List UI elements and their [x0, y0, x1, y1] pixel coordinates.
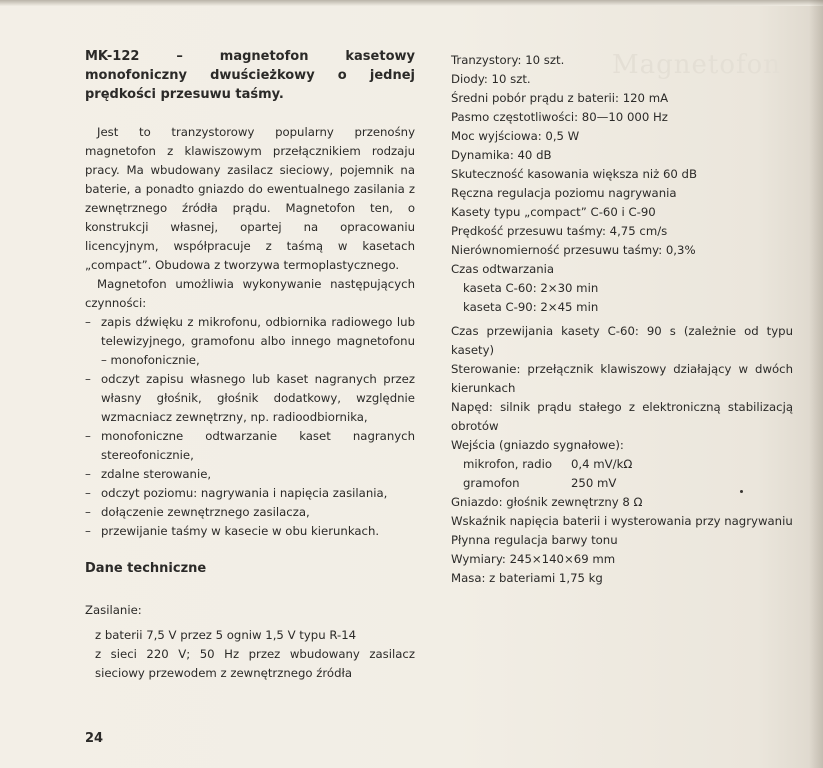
spec-line: Diody: 10 szt.	[451, 72, 531, 86]
intro-paragraph: Jest to tranzystorowy popularny przenośny magnetofon z klawiszowym przełącznikiem rodzaju pracy. Ma wbudowany zasilacz sieciowy, pojemnik na baterie, a ponadto gniazdo do ewentualnego zasilania z zewnętrznego źródła prądu. Magnetofon ten, o konstrukcji własnej, opartej na opracowaniu licencyjnym, współpracuje z taśmą w kasetach „compact”. Obudowa z tworzywa termoplastycznego.	[85, 125, 415, 272]
list-item-text: dołączenie zewnętrznego zasilacza,	[101, 505, 310, 519]
list-item	[85, 370, 415, 427]
list-item-text: odczyt poziomu: nagrywania i napięcia zasilania,	[101, 486, 388, 500]
spec-line: Nierównomierność przesuwu taśmy: 0,3%	[451, 243, 696, 257]
list-item-text: odczyt zapisu własnego lub kaset nagranych przez własny głośnik, głośnik dodatkowy, względnie wzmacniacz zewnętrzny, np. radioodbiornika,	[101, 372, 415, 424]
list-item-text: zdalne sterowanie,	[101, 467, 212, 481]
left-column	[85, 47, 415, 683]
input-value: 250 mV	[571, 476, 617, 490]
power-mains: z sieci 220 V; 50 Hz przez wbudowany zasilacz sieciowy przewodem z zewnętrznego źródła	[95, 647, 415, 680]
list-dash: –	[85, 467, 91, 481]
list-item-text: zapis dźwięku z mikrofonu, odbiornika radiowego lub telewizyjnego, gramofonu albo innego magnetofonu – monofonicznie,	[101, 315, 415, 367]
functions-list	[85, 313, 415, 541]
spec-line: Dynamika: 40 dB	[451, 148, 552, 162]
list-item-text: monofoniczne odtwarzanie kaset nagranych stereofonicznie,	[101, 429, 415, 462]
section-heading: Dane techniczne	[85, 561, 207, 576]
spec-line: Wymiary: 245×140×69 mm	[451, 552, 616, 566]
spec-line: Pasmo częstotliwości: 80—10 000 Hz	[451, 110, 668, 124]
page-top-edge	[0, 0, 823, 6]
spec-line: Średni pobór prądu z baterii: 120 mA	[451, 91, 669, 105]
drive-spec: Napęd: silnik prądu stałego z elektroniczną stabilizacją obrotów	[451, 400, 793, 433]
list-item	[85, 313, 415, 370]
list-dash: –	[85, 486, 91, 500]
control-spec: Sterowanie: przełącznik klawiszowy działający w dwóch kierunkach	[451, 362, 793, 395]
input-value: 0,4 mV/kΩ	[571, 457, 633, 471]
spec-line: Masa: z bateriami 1,75 kg	[451, 571, 603, 585]
product-title: MK-122 – magnetofon kasetowy monofoniczny dwuścieżkowy o jednej prędkości przesuwu taśmy.	[85, 49, 415, 102]
spec-line: Czas odtwarzania	[451, 262, 555, 276]
power-battery: z baterii 7,5 V przez 5 ogniw 1,5 V typu R-14	[95, 628, 357, 642]
input-name: mikrofon, radio	[463, 457, 552, 471]
spec-line: Moc wyjściowa: 0,5 W	[451, 129, 580, 143]
list-item	[85, 522, 415, 541]
inputs-label: Wejścia (gniazdo sygnałowe):	[451, 438, 624, 452]
spec-line: Ręczna regulacja poziomu nagrywania	[451, 186, 677, 200]
spec-line: Wskaźnik napięcia baterii i wysterowania przy nagrywaniu	[451, 514, 793, 528]
spec-line: Płynna regulacja barwy tonu	[451, 533, 618, 547]
right-column	[451, 51, 793, 588]
list-dash: –	[85, 505, 91, 519]
ink-speck	[740, 490, 743, 493]
playtime-line: kaseta C-90: 2×45 min	[463, 300, 599, 314]
spec-line: Tranzystory: 10 szt.	[451, 53, 565, 67]
list-dash: –	[85, 315, 91, 329]
list-item	[85, 427, 415, 465]
playtime-line: kaseta C-60: 2×30 min	[463, 281, 599, 295]
list-item	[85, 465, 415, 484]
spec-line: Gniazdo: głośnik zewnętrzny 8 Ω	[451, 495, 643, 509]
list-dash: –	[85, 372, 91, 386]
rewind-spec: Czas przewijania kasety C-60: 90 s (zależnie od typu kasety)	[451, 324, 793, 357]
spec-line: Kasety typu „compact” C-60 i C-90	[451, 205, 656, 219]
list-item-text: przewijanie taśmy w kasecie w obu kierunkach.	[101, 524, 380, 538]
spec-line: Skuteczność kasowania większa niż 60 dB	[451, 167, 697, 181]
list-item	[85, 484, 415, 503]
input-row	[451, 455, 793, 474]
list-item	[85, 503, 415, 522]
spec-line: Prędkość przesuwu taśmy: 4,75 cm/s	[451, 224, 668, 238]
page-binding-shadow	[809, 0, 823, 768]
list-dash: –	[85, 429, 91, 443]
show-through-text: Magnetofon	[612, 50, 782, 80]
page-number: 24	[85, 731, 104, 746]
power-label: Zasilanie:	[85, 603, 142, 617]
input-name: gramofon	[463, 476, 520, 490]
functions-intro: Magnetofon umożliwia wykonywanie następujących czynności:	[85, 277, 415, 310]
list-dash: –	[85, 524, 91, 538]
